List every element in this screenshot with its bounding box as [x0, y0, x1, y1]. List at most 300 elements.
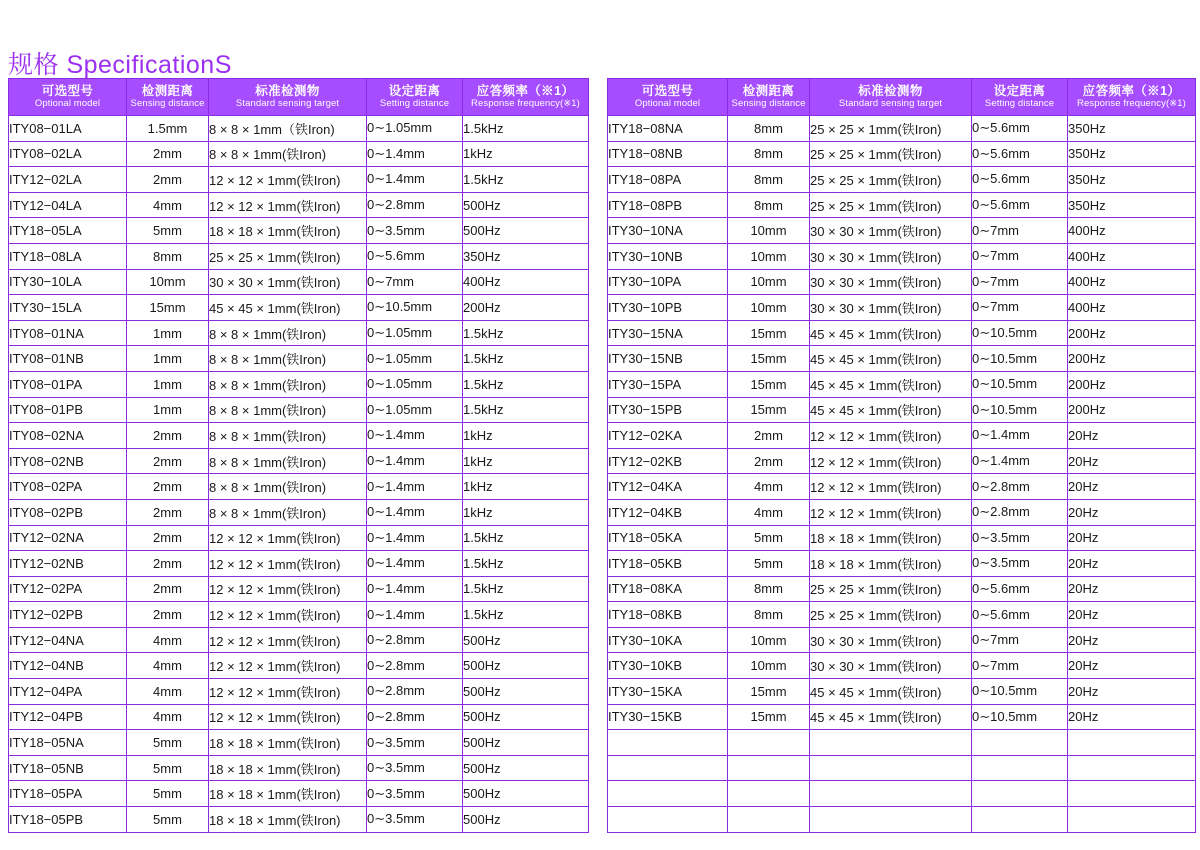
table-row: [608, 167, 1196, 193]
table-row: [608, 704, 1196, 730]
cell-setting-distance: 0∼1.4mm: [972, 448, 1068, 474]
cell-response-frequency: 500Hz: [463, 781, 589, 807]
cell-standard-sensing-target: 25 × 25 × 1mm(铁Iron): [810, 192, 972, 218]
cell-response-frequency: 200Hz: [463, 295, 589, 321]
cell-sensing-distance: 4mm: [728, 499, 810, 525]
table-row: [608, 653, 1196, 679]
cell-optional-model: ITY30−10NA: [608, 218, 728, 244]
cell-optional-model: ITY12−04NA: [9, 627, 127, 653]
cell-standard-sensing-target: 30 × 30 × 1mm(铁Iron): [810, 243, 972, 269]
cell-optional-model: [608, 781, 728, 807]
cell-sensing-distance: 5mm: [728, 551, 810, 577]
cell-setting-distance: 0∼3.5mm: [367, 730, 463, 756]
table-row: [608, 807, 1196, 833]
table-row: [608, 627, 1196, 653]
cell-sensing-distance: 8mm: [728, 167, 810, 193]
cell-standard-sensing-target: 30 × 30 × 1mm(铁Iron): [810, 269, 972, 295]
cell-optional-model: ITY12−02KB: [608, 448, 728, 474]
table-row: [9, 781, 589, 807]
cell-sensing-distance: 10mm: [728, 295, 810, 321]
cell-standard-sensing-target: 8 × 8 × 1mm(铁Iron): [209, 474, 367, 500]
table-row: [608, 474, 1196, 500]
cell-sensing-distance: 1mm: [127, 346, 209, 372]
cell-optional-model: ITY18−05KA: [608, 525, 728, 551]
cell-standard-sensing-target: 8 × 8 × 1mm(铁Iron): [209, 397, 367, 423]
cell-response-frequency: 1.5kHz: [463, 551, 589, 577]
cell-response-frequency: 20Hz: [1068, 679, 1196, 705]
cell-standard-sensing-target: 12 × 12 × 1mm(铁Iron): [209, 525, 367, 551]
page-title: 规格 SpecificationS: [8, 50, 232, 79]
specifications-table-right: [607, 78, 1196, 833]
table-row: [9, 397, 589, 423]
cell-optional-model: ITY08−01NB: [9, 346, 127, 372]
table-row: [608, 397, 1196, 423]
cell-standard-sensing-target: [810, 730, 972, 756]
cell-sensing-distance: 4mm: [127, 627, 209, 653]
cell-sensing-distance: 8mm: [728, 192, 810, 218]
cell-optional-model: ITY30−10NB: [608, 243, 728, 269]
cell-response-frequency: 350Hz: [1068, 167, 1196, 193]
cell-optional-model: ITY30−10PA: [608, 269, 728, 295]
cell-setting-distance: 0∼1.05mm: [367, 320, 463, 346]
cell-sensing-distance: 8mm: [728, 141, 810, 167]
cell-response-frequency: [1068, 755, 1196, 781]
cell-response-frequency: 200Hz: [1068, 346, 1196, 372]
cell-standard-sensing-target: 18 × 18 × 1mm(铁Iron): [209, 781, 367, 807]
cell-standard-sensing-target: 8 × 8 × 1mm（铁Iron): [209, 116, 367, 142]
cell-optional-model: [608, 755, 728, 781]
cell-optional-model: ITY12−04KA: [608, 474, 728, 500]
cell-setting-distance: 0∼10.5mm: [972, 704, 1068, 730]
cell-response-frequency: 400Hz: [1068, 243, 1196, 269]
cell-response-frequency: 200Hz: [1068, 320, 1196, 346]
cell-response-frequency: 20Hz: [1068, 448, 1196, 474]
table-row: [9, 551, 589, 577]
cell-sensing-distance: [728, 755, 810, 781]
cell-response-frequency: 1kHz: [463, 448, 589, 474]
cell-sensing-distance: 5mm: [127, 218, 209, 244]
cell-standard-sensing-target: 12 × 12 × 1mm(铁Iron): [209, 167, 367, 193]
table-row: [9, 167, 589, 193]
table-row: [608, 320, 1196, 346]
cell-setting-distance: 0∼2.8mm: [367, 679, 463, 705]
cell-setting-distance: 0∼1.4mm: [367, 448, 463, 474]
cell-setting-distance: 0∼10.5mm: [367, 295, 463, 321]
cell-sensing-distance: 2mm: [127, 576, 209, 602]
cell-optional-model: ITY08−01LA: [9, 116, 127, 142]
cell-setting-distance: 0∼5.6mm: [972, 141, 1068, 167]
cell-sensing-distance: 4mm: [127, 704, 209, 730]
table-row: [608, 499, 1196, 525]
column-header-en: Optional model: [634, 98, 701, 110]
cell-standard-sensing-target: 18 × 18 × 1mm(铁Iron): [810, 525, 972, 551]
table-row: [608, 116, 1196, 142]
table-row: [9, 576, 589, 602]
cell-optional-model: ITY30−10LA: [9, 269, 127, 295]
cell-standard-sensing-target: 12 × 12 × 1mm(铁Iron): [810, 474, 972, 500]
cell-response-frequency: 20Hz: [1068, 423, 1196, 449]
cell-standard-sensing-target: 25 × 25 × 1mm(铁Iron): [810, 576, 972, 602]
cell-sensing-distance: 10mm: [127, 269, 209, 295]
cell-response-frequency: 200Hz: [1068, 371, 1196, 397]
cell-standard-sensing-target: 45 × 45 × 1mm(铁Iron): [810, 397, 972, 423]
cell-optional-model: ITY12−04PB: [9, 704, 127, 730]
cell-optional-model: ITY08−02PA: [9, 474, 127, 500]
table-row: [9, 269, 589, 295]
cell-response-frequency: 20Hz: [1068, 576, 1196, 602]
cell-setting-distance: 0∼7mm: [972, 218, 1068, 244]
cell-response-frequency: 20Hz: [1068, 704, 1196, 730]
table-row: [608, 781, 1196, 807]
cell-optional-model: ITY30−15KB: [608, 704, 728, 730]
cell-response-frequency: [1068, 807, 1196, 833]
cell-setting-distance: 0∼10.5mm: [972, 371, 1068, 397]
cell-optional-model: ITY12−02KA: [608, 423, 728, 449]
cell-sensing-distance: 15mm: [728, 679, 810, 705]
table-row: [608, 295, 1196, 321]
cell-optional-model: ITY30−15NB: [608, 346, 728, 372]
column-header-en: Standard sensing target: [235, 98, 340, 110]
column-header-en: Response frequency(※1): [471, 98, 580, 110]
cell-setting-distance: 0∼2.8mm: [367, 653, 463, 679]
column-header-standard-sensing-target: [810, 79, 972, 116]
cell-response-frequency: 500Hz: [463, 218, 589, 244]
column-header-cn: 可选型号: [41, 83, 94, 98]
cell-standard-sensing-target: 12 × 12 × 1mm(铁Iron): [810, 499, 972, 525]
cell-response-frequency: 20Hz: [1068, 602, 1196, 628]
cell-setting-distance: 0∼1.4mm: [367, 499, 463, 525]
table-row: [608, 448, 1196, 474]
column-header-en: Sensing distance: [130, 98, 205, 110]
cell-standard-sensing-target: 30 × 30 × 1mm(铁Iron): [209, 269, 367, 295]
cell-optional-model: ITY08−02PB: [9, 499, 127, 525]
cell-sensing-distance: 1mm: [127, 397, 209, 423]
cell-sensing-distance: 2mm: [127, 141, 209, 167]
cell-sensing-distance: 4mm: [728, 474, 810, 500]
cell-sensing-distance: 15mm: [728, 704, 810, 730]
cell-standard-sensing-target: 12 × 12 × 1mm(铁Iron): [810, 423, 972, 449]
cell-sensing-distance: 2mm: [127, 499, 209, 525]
cell-setting-distance: 0∼1.4mm: [367, 551, 463, 577]
table-row: [608, 602, 1196, 628]
cell-optional-model: [608, 730, 728, 756]
table-row: [9, 116, 589, 142]
cell-sensing-distance: 2mm: [127, 167, 209, 193]
cell-standard-sensing-target: 25 × 25 × 1mm(铁Iron): [810, 167, 972, 193]
cell-optional-model: ITY12−04LA: [9, 192, 127, 218]
cell-sensing-distance: 2mm: [127, 602, 209, 628]
cell-standard-sensing-target: 8 × 8 × 1mm(铁Iron): [209, 141, 367, 167]
cell-sensing-distance: 15mm: [728, 320, 810, 346]
column-header-optional-model: [608, 79, 728, 116]
cell-standard-sensing-target: 12 × 12 × 1mm(铁Iron): [209, 192, 367, 218]
cell-standard-sensing-target: 8 × 8 × 1mm(铁Iron): [209, 371, 367, 397]
cell-response-frequency: 350Hz: [463, 243, 589, 269]
cell-standard-sensing-target: 12 × 12 × 1mm(铁Iron): [209, 551, 367, 577]
cell-setting-distance: 0∼2.8mm: [367, 704, 463, 730]
cell-standard-sensing-target: 8 × 8 × 1mm(铁Iron): [209, 448, 367, 474]
cell-sensing-distance: [728, 781, 810, 807]
cell-response-frequency: 500Hz: [463, 730, 589, 756]
cell-sensing-distance: 15mm: [728, 371, 810, 397]
cell-sensing-distance: 10mm: [728, 243, 810, 269]
cell-setting-distance: 0∼3.5mm: [367, 218, 463, 244]
cell-sensing-distance: 2mm: [728, 448, 810, 474]
table-body-right: [608, 116, 1196, 833]
table-row: [608, 679, 1196, 705]
cell-sensing-distance: 2mm: [127, 474, 209, 500]
cell-sensing-distance: 15mm: [728, 397, 810, 423]
cell-setting-distance: 0∼5.6mm: [972, 576, 1068, 602]
cell-standard-sensing-target: 18 × 18 × 1mm(铁Iron): [209, 218, 367, 244]
table-row: [608, 551, 1196, 577]
cell-sensing-distance: 2mm: [127, 525, 209, 551]
cell-response-frequency: 500Hz: [463, 679, 589, 705]
cell-setting-distance: 0∼7mm: [972, 653, 1068, 679]
column-header-setting-distance: [367, 79, 463, 116]
cell-setting-distance: 0∼5.6mm: [972, 116, 1068, 142]
cell-optional-model: ITY30−15PB: [608, 397, 728, 423]
cell-optional-model: ITY18−05PA: [9, 781, 127, 807]
column-header-cn: 可选型号: [641, 83, 694, 98]
cell-optional-model: ITY12−02NB: [9, 551, 127, 577]
cell-optional-model: ITY08−01PB: [9, 397, 127, 423]
cell-setting-distance: 0∼10.5mm: [972, 679, 1068, 705]
cell-setting-distance: 0∼3.5mm: [972, 551, 1068, 577]
column-header-response-frequency: [1068, 79, 1196, 116]
cell-standard-sensing-target: 8 × 8 × 1mm(铁Iron): [209, 423, 367, 449]
table-row: [9, 807, 589, 833]
cell-sensing-distance: 5mm: [127, 781, 209, 807]
cell-sensing-distance: 4mm: [127, 679, 209, 705]
cell-optional-model: ITY12−04PA: [9, 679, 127, 705]
table-row: [608, 371, 1196, 397]
cell-sensing-distance: 5mm: [127, 755, 209, 781]
cell-response-frequency: 1.5kHz: [463, 167, 589, 193]
cell-optional-model: ITY30−15PA: [608, 371, 728, 397]
cell-optional-model: ITY18−05KB: [608, 551, 728, 577]
cell-optional-model: ITY12−02PB: [9, 602, 127, 628]
table-row: [9, 679, 589, 705]
cell-optional-model: ITY08−02NA: [9, 423, 127, 449]
table-row: [9, 474, 589, 500]
cell-response-frequency: 20Hz: [1068, 653, 1196, 679]
table-row: [9, 704, 589, 730]
column-header-en: Sensing distance: [731, 98, 806, 110]
cell-standard-sensing-target: 8 × 8 × 1mm(铁Iron): [209, 346, 367, 372]
cell-response-frequency: 1.5kHz: [463, 397, 589, 423]
cell-optional-model: ITY30−15KA: [608, 679, 728, 705]
cell-standard-sensing-target: 30 × 30 × 1mm(铁Iron): [810, 653, 972, 679]
column-header-cn: 标准检测物: [255, 83, 320, 98]
cell-setting-distance: [972, 781, 1068, 807]
cell-optional-model: ITY18−08NB: [608, 141, 728, 167]
cell-standard-sensing-target: 8 × 8 × 1mm(铁Iron): [209, 320, 367, 346]
column-header-sensing-distance: [127, 79, 209, 116]
cell-sensing-distance: [728, 807, 810, 833]
cell-setting-distance: 0∼1.4mm: [367, 167, 463, 193]
table-row: [608, 423, 1196, 449]
column-header-cn: 应答频率（※1）: [476, 83, 575, 98]
table-row: [608, 576, 1196, 602]
cell-standard-sensing-target: 25 × 25 × 1mm(铁Iron): [209, 243, 367, 269]
cell-setting-distance: 0∼1.05mm: [367, 116, 463, 142]
cell-standard-sensing-target: 30 × 30 × 1mm(铁Iron): [810, 218, 972, 244]
cell-optional-model: ITY30−10PB: [608, 295, 728, 321]
table-row: [9, 755, 589, 781]
cell-setting-distance: 0∼7mm: [972, 295, 1068, 321]
cell-setting-distance: 0∼1.05mm: [367, 397, 463, 423]
cell-response-frequency: 20Hz: [1068, 551, 1196, 577]
cell-sensing-distance: 2mm: [728, 423, 810, 449]
cell-optional-model: ITY18−08NA: [608, 116, 728, 142]
cell-optional-model: ITY30−15NA: [608, 320, 728, 346]
cell-optional-model: ITY08−01PA: [9, 371, 127, 397]
cell-sensing-distance: 10mm: [728, 269, 810, 295]
cell-standard-sensing-target: 18 × 18 × 1mm(铁Iron): [209, 730, 367, 756]
cell-standard-sensing-target: 18 × 18 × 1mm(铁Iron): [810, 551, 972, 577]
cell-response-frequency: 1.5kHz: [463, 320, 589, 346]
cell-sensing-distance: 5mm: [127, 807, 209, 833]
cell-setting-distance: 0∼7mm: [367, 269, 463, 295]
cell-standard-sensing-target: 8 × 8 × 1mm(铁Iron): [209, 499, 367, 525]
cell-setting-distance: 0∼7mm: [972, 243, 1068, 269]
cell-sensing-distance: 2mm: [127, 423, 209, 449]
cell-response-frequency: 1kHz: [463, 474, 589, 500]
cell-standard-sensing-target: 45 × 45 × 1mm(铁Iron): [810, 679, 972, 705]
cell-setting-distance: 0∼1.4mm: [367, 474, 463, 500]
cell-optional-model: ITY12−04NB: [9, 653, 127, 679]
cell-response-frequency: [1068, 781, 1196, 807]
cell-response-frequency: 1kHz: [463, 141, 589, 167]
table-row: [9, 192, 589, 218]
cell-sensing-distance: 5mm: [728, 525, 810, 551]
cell-sensing-distance: 4mm: [127, 653, 209, 679]
column-header-en: Standard sensing target: [838, 98, 943, 110]
cell-standard-sensing-target: 12 × 12 × 1mm(铁Iron): [209, 576, 367, 602]
cell-response-frequency: 1.5kHz: [463, 576, 589, 602]
cell-sensing-distance: 5mm: [127, 730, 209, 756]
cell-sensing-distance: 4mm: [127, 192, 209, 218]
cell-response-frequency: 500Hz: [463, 653, 589, 679]
cell-response-frequency: 20Hz: [1068, 525, 1196, 551]
cell-optional-model: ITY18−05PB: [9, 807, 127, 833]
cell-response-frequency: 350Hz: [1068, 192, 1196, 218]
column-header-en: Setting distance: [984, 98, 1055, 110]
cell-sensing-distance: 8mm: [728, 116, 810, 142]
cell-response-frequency: 200Hz: [1068, 397, 1196, 423]
cell-setting-distance: 0∼10.5mm: [972, 397, 1068, 423]
table-row: [608, 730, 1196, 756]
cell-standard-sensing-target: 45 × 45 × 1mm(铁Iron): [209, 295, 367, 321]
cell-optional-model: ITY18−05NB: [9, 755, 127, 781]
cell-setting-distance: 0∼1.4mm: [367, 141, 463, 167]
cell-setting-distance: 0∼2.8mm: [972, 499, 1068, 525]
cell-response-frequency: 500Hz: [463, 627, 589, 653]
cell-sensing-distance: 8mm: [728, 602, 810, 628]
table-row: [9, 525, 589, 551]
column-header-cn: 设定距离: [993, 83, 1046, 98]
table-row: [9, 602, 589, 628]
table-row: [608, 192, 1196, 218]
cell-response-frequency: 350Hz: [1068, 116, 1196, 142]
table-header-row: [608, 79, 1196, 116]
cell-response-frequency: 1.5kHz: [463, 346, 589, 372]
cell-standard-sensing-target: 12 × 12 × 1mm(铁Iron): [209, 627, 367, 653]
cell-setting-distance: 0∼10.5mm: [972, 346, 1068, 372]
cell-setting-distance: 0∼3.5mm: [367, 781, 463, 807]
cell-standard-sensing-target: 25 × 25 × 1mm(铁Iron): [810, 116, 972, 142]
cell-response-frequency: 400Hz: [1068, 218, 1196, 244]
cell-standard-sensing-target: 45 × 45 × 1mm(铁Iron): [810, 346, 972, 372]
cell-sensing-distance: 10mm: [728, 627, 810, 653]
cell-standard-sensing-target: 45 × 45 × 1mm(铁Iron): [810, 704, 972, 730]
cell-setting-distance: [972, 730, 1068, 756]
cell-sensing-distance: 10mm: [728, 218, 810, 244]
cell-standard-sensing-target: 12 × 12 × 1mm(铁Iron): [209, 602, 367, 628]
cell-response-frequency: 20Hz: [1068, 499, 1196, 525]
column-header-sensing-distance: [728, 79, 810, 116]
cell-setting-distance: 0∼1.4mm: [367, 602, 463, 628]
cell-optional-model: ITY30−10KA: [608, 627, 728, 653]
cell-standard-sensing-target: 25 × 25 × 1mm(铁Iron): [810, 602, 972, 628]
cell-response-frequency: 1.5kHz: [463, 525, 589, 551]
cell-setting-distance: 0∼1.05mm: [367, 346, 463, 372]
cell-setting-distance: 0∼7mm: [972, 627, 1068, 653]
table-row: [9, 320, 589, 346]
table-row: [9, 371, 589, 397]
cell-setting-distance: 0∼5.6mm: [367, 243, 463, 269]
column-header-cn: 检测距离: [141, 83, 194, 98]
cell-response-frequency: 400Hz: [1068, 269, 1196, 295]
cell-setting-distance: [972, 755, 1068, 781]
table-row: [9, 423, 589, 449]
table-row: [9, 243, 589, 269]
table-row: [9, 295, 589, 321]
cell-sensing-distance: 10mm: [728, 653, 810, 679]
cell-optional-model: ITY18−05LA: [9, 218, 127, 244]
table-header-left: [9, 79, 589, 116]
cell-setting-distance: 0∼1.4mm: [367, 576, 463, 602]
specifications-tables: [8, 78, 1194, 833]
cell-response-frequency: 400Hz: [1068, 295, 1196, 321]
cell-optional-model: ITY18−08PB: [608, 192, 728, 218]
cell-standard-sensing-target: 12 × 12 × 1mm(铁Iron): [810, 448, 972, 474]
cell-response-frequency: 500Hz: [463, 807, 589, 833]
column-header-en: Optional model: [34, 98, 101, 110]
cell-response-frequency: [1068, 730, 1196, 756]
cell-setting-distance: 0∼10.5mm: [972, 320, 1068, 346]
table-row: [608, 218, 1196, 244]
cell-optional-model: ITY30−10KB: [608, 653, 728, 679]
cell-sensing-distance: 2mm: [127, 448, 209, 474]
table-row: [9, 448, 589, 474]
cell-sensing-distance: [728, 730, 810, 756]
cell-setting-distance: 0∼2.8mm: [367, 192, 463, 218]
cell-setting-distance: 0∼5.6mm: [972, 192, 1068, 218]
cell-setting-distance: 0∼3.5mm: [367, 807, 463, 833]
cell-sensing-distance: 1mm: [127, 371, 209, 397]
table-header-row: [9, 79, 589, 116]
cell-standard-sensing-target: 45 × 45 × 1mm(铁Iron): [810, 371, 972, 397]
cell-standard-sensing-target: 18 × 18 × 1mm(铁Iron): [209, 807, 367, 833]
cell-standard-sensing-target: [810, 755, 972, 781]
column-header-cn: 标准检测物: [858, 83, 923, 98]
column-header-en: Setting distance: [379, 98, 450, 110]
cell-optional-model: ITY12−02PA: [9, 576, 127, 602]
cell-optional-model: ITY18−08KB: [608, 602, 728, 628]
cell-response-frequency: 20Hz: [1068, 627, 1196, 653]
